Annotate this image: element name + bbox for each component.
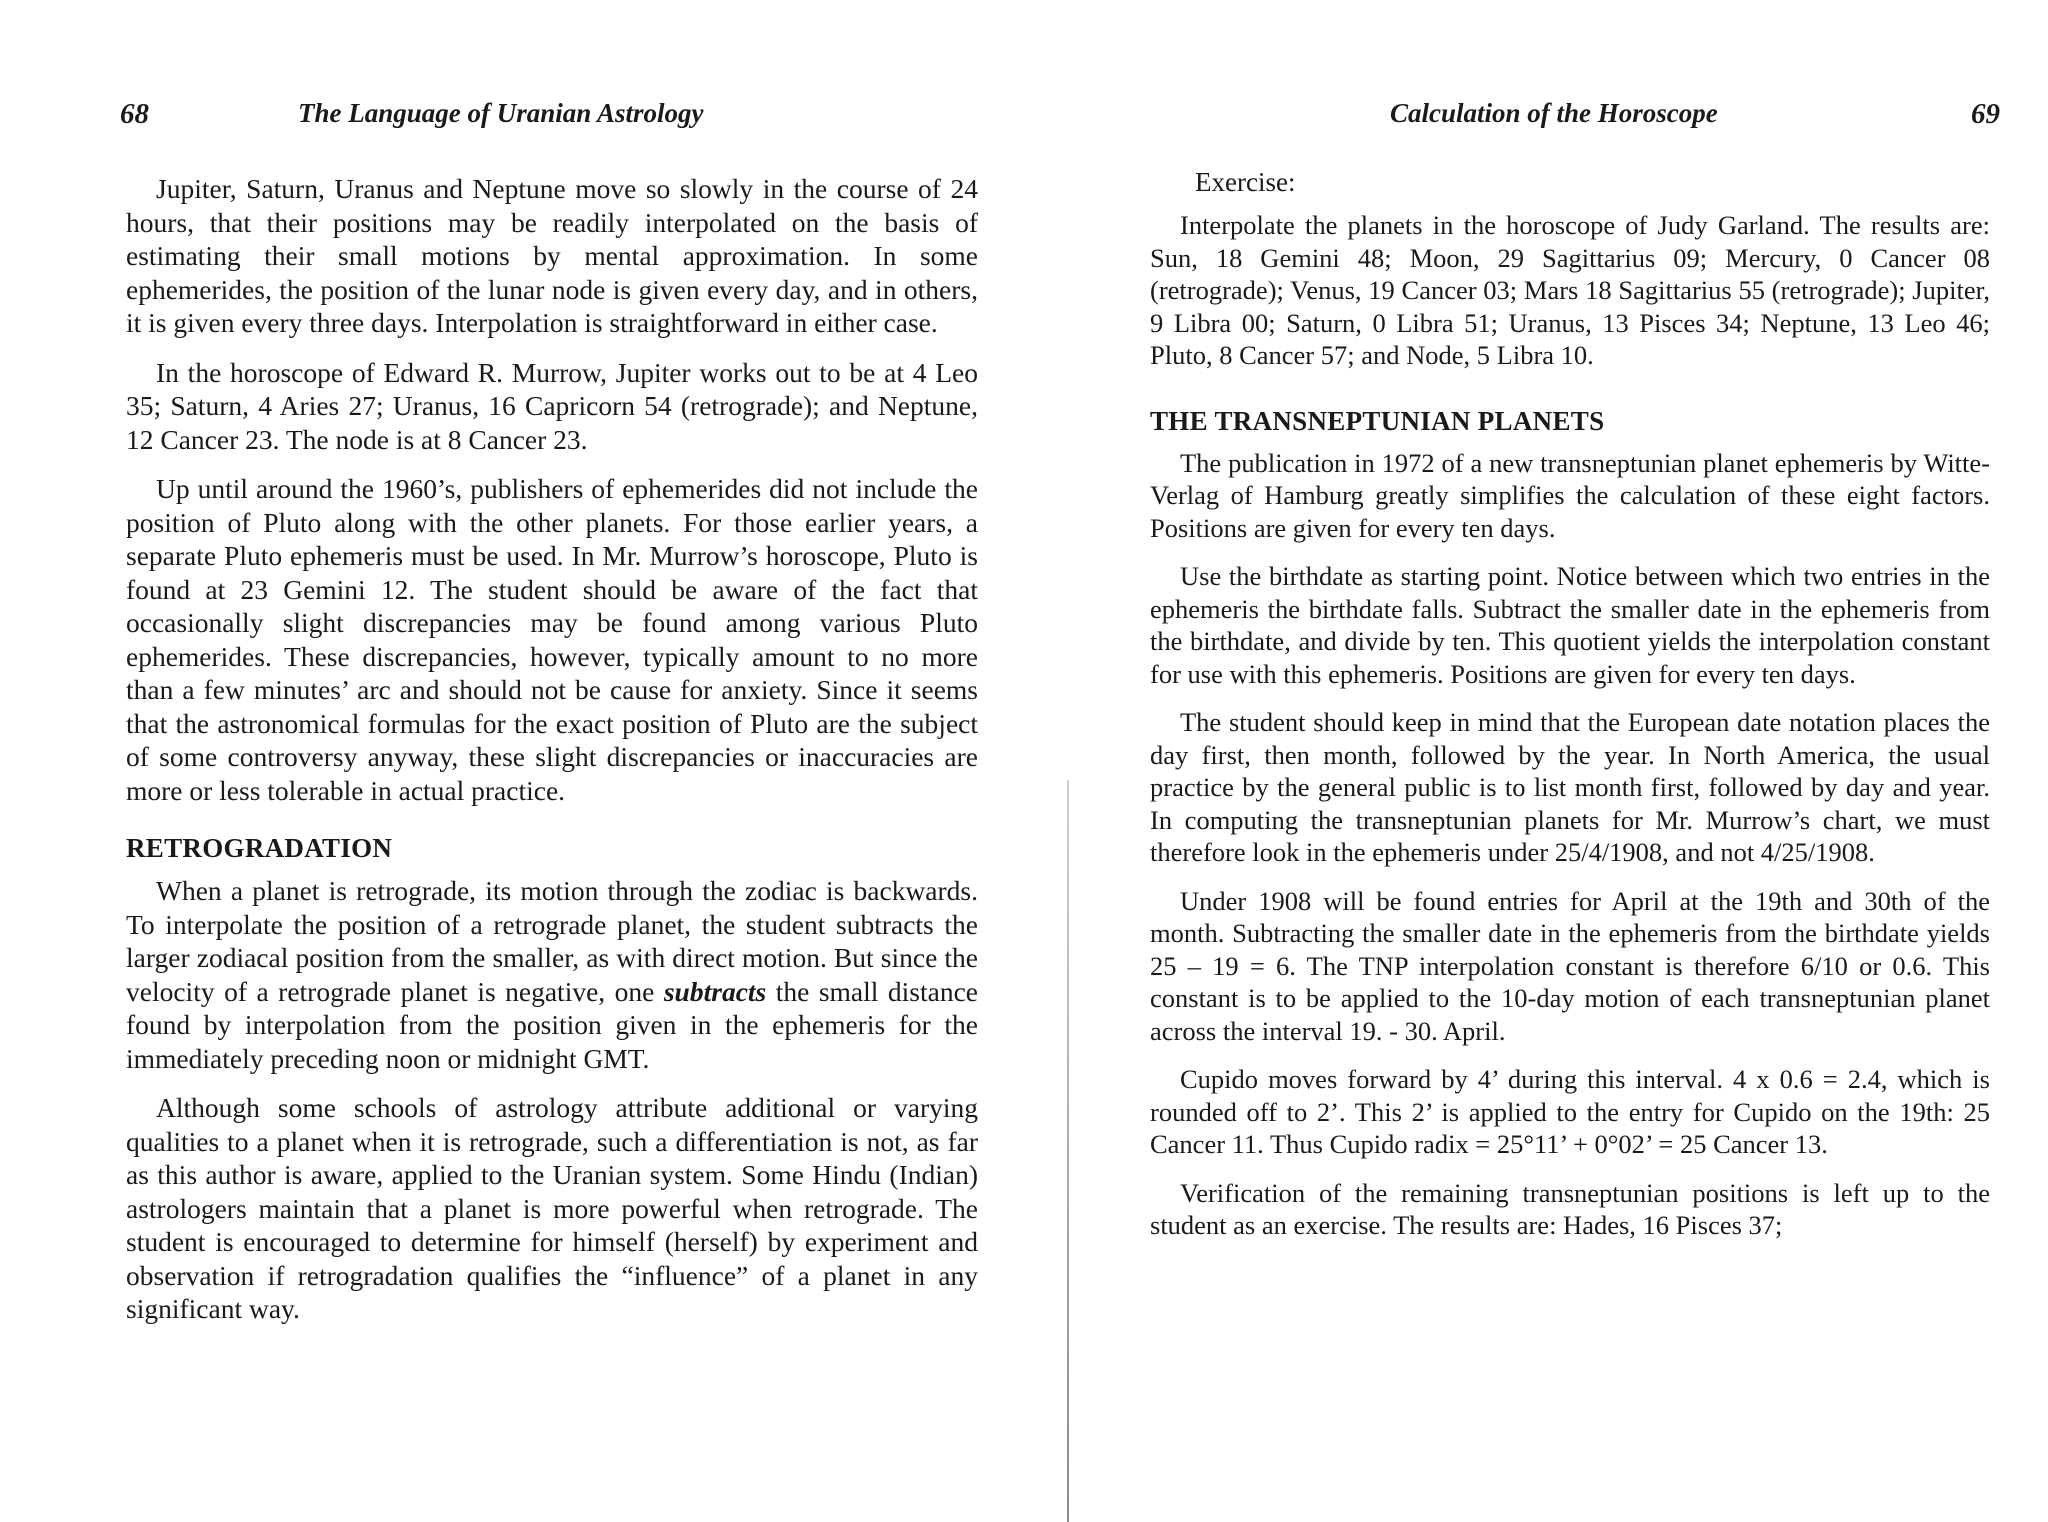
right-page-body <box>1150 165 1990 1258</box>
paragraph: Under 1908 will be found entries for April at the 19th and 30th of the month. Subtracting the smaller date in the ephemeris from the birthdate yields 25 – 19 = 6. The TNP interpolation constant is therefore 6/10 or 0.6. This constant is to be applied to the 10-day motion of each transneptunian planet across the interval 19. - 30. April. <box>1150 885 1990 1046</box>
section-heading: THE TRANSNEPTUNIAN PLANETS <box>1150 405 1605 436</box>
page-number: 69 <box>1971 98 2000 130</box>
paragraph: In the horoscope of Edward R. Murrow, Jupiter works out to be at 4 Leo 35; Saturn, 4 Aries 27; Uranus, 16 Capricorn 54 (retrograde); and Neptune, 12 Cancer 23. The node is at 8 Cancer 23. <box>126 356 978 455</box>
text-run: the small distance found by interpolation from the position given in the ephemeris for the immediately preceding noon or midnight GMT. <box>126 975 978 1074</box>
left-page-body <box>126 172 978 1342</box>
left-page-header <box>118 98 978 138</box>
paragraph: Although some schools of astrology attribute additional or varying qualities to a planet when it is retrograde, such a differentiation is not, as far as this author is aware, applied to the Uranian system. Some Hindu (Indian) astrologers maintain that a planet is more powerful when retrograde. The student is encouraged to determine for himself (herself) by experiment and observation if retrogradation qualifies the “influence” of a planet in any significant way. <box>126 1092 978 1324</box>
running-title: The Language of Uranian Astrology <box>298 98 704 128</box>
running-title: Calculation of the Horoscope <box>1390 98 1718 128</box>
text-run: When a planet is retrograde, its motion through the zodiac is backwards. To interpolate the position of a retrograde planet, the student subtracts the larger zodiacal position from the smaller, as with direct motion. But since the velocity of a retrograde planet is negative, one <box>126 875 978 1007</box>
paragraph: The publication in 1972 of a new transneptunian planet ephemeris by Witte-Verlag of Hamburg greatly simplifies the calculation of these eight factors. Positions are given for every ten days. <box>1150 447 1990 543</box>
right-page-header <box>1150 98 2000 138</box>
paragraph: Use the birthdate as starting point. Notice between which two entries in the ephemeris the birthdate falls. Subtract the smaller date in the ephemeris from the birthdate, and divide by ten. This quotient yields the interpolation constant for use with this ephemeris. Positions are given for every ten days. <box>1150 561 1990 689</box>
paragraph: Cupido moves forward by 4’ during this interval. 4 x 0.6 = 2.4, which is rounded off to 2’. This 2’ is applied to the entry for Cupido on the 19th: 25 Cancer 11. Thus Cupido radix = 25°11’ + 0°02’ = 25 Cancer 13. <box>1150 1064 1990 1159</box>
exercise-label: Exercise: <box>1195 167 1296 197</box>
page-number: 68 <box>120 98 149 130</box>
paragraph: Verification of the remaining transneptunian positions is left up to the student as an exercise. The results are: Hades, 16 Pisces 37; <box>1150 1177 1990 1240</box>
page-gutter <box>1067 780 1069 1522</box>
emphasized-word: subtracts <box>663 975 767 1007</box>
section-heading: RETROGRADATION <box>126 833 393 863</box>
paragraph <box>126 874 978 1075</box>
paragraph: Interpolate the planets in the horoscope of Judy Garland. The results are: Sun, 18 Gemini 48; Moon, 29 Sagittarius 09; Mercury, 0 Cancer 08 (retrograde); Venus, 19 Cancer 03; Mars 18 Sagittarius 55 (retrograde); Jupiter, 9 Libra 00; Saturn, 0 Libra 51; Uranus, 13 Pisces 34; Neptune, 13 Leo 46; Pluto, 8 Cancer 57; and Node, 5 Libra 10. <box>1150 210 1990 370</box>
paragraph: The student should keep in mind that the European date notation places the day first, then month, followed by the year. In North America, the usual practice by the general public is to list month first, followed by day and year. In computing the transneptunian planets for Mr. Murrow’s chart, we must therefore look in the ephemeris under 25/4/1908, and not 4/25/1908. <box>1150 707 1990 867</box>
paragraph: Up until around the 1960’s, publishers of ephemerides did not include the position of Pluto along with the other planets. For those earlier years, a separate Pluto ephemeris must be used. In Mr. Murrow’s horoscope, Pluto is found at 23 Gemini 12. The student should be aware of the fact that occasionally slight discrepancies may be found among various Pluto ephemerides. These discrepancies, however, typically amount to no more than a few minutes’ arc and should not be cause for anxiety. Since it seems that the astronomical formulas for the exact position of Pluto are the subject of some controversy anyway, these slight discrepancies or inaccuracies are more or less tolerable in actual practice. <box>126 473 978 806</box>
paragraph: Jupiter, Saturn, Uranus and Neptune move so slowly in the course of 24 hours, that their positions may be readily interpolated on the basis of estimating their small motions by mental approximation. In some ephemerides, the position of the lunar node is given every day, and in others, it is given every three days. Interpolation is straightforward in either case. <box>126 173 978 338</box>
